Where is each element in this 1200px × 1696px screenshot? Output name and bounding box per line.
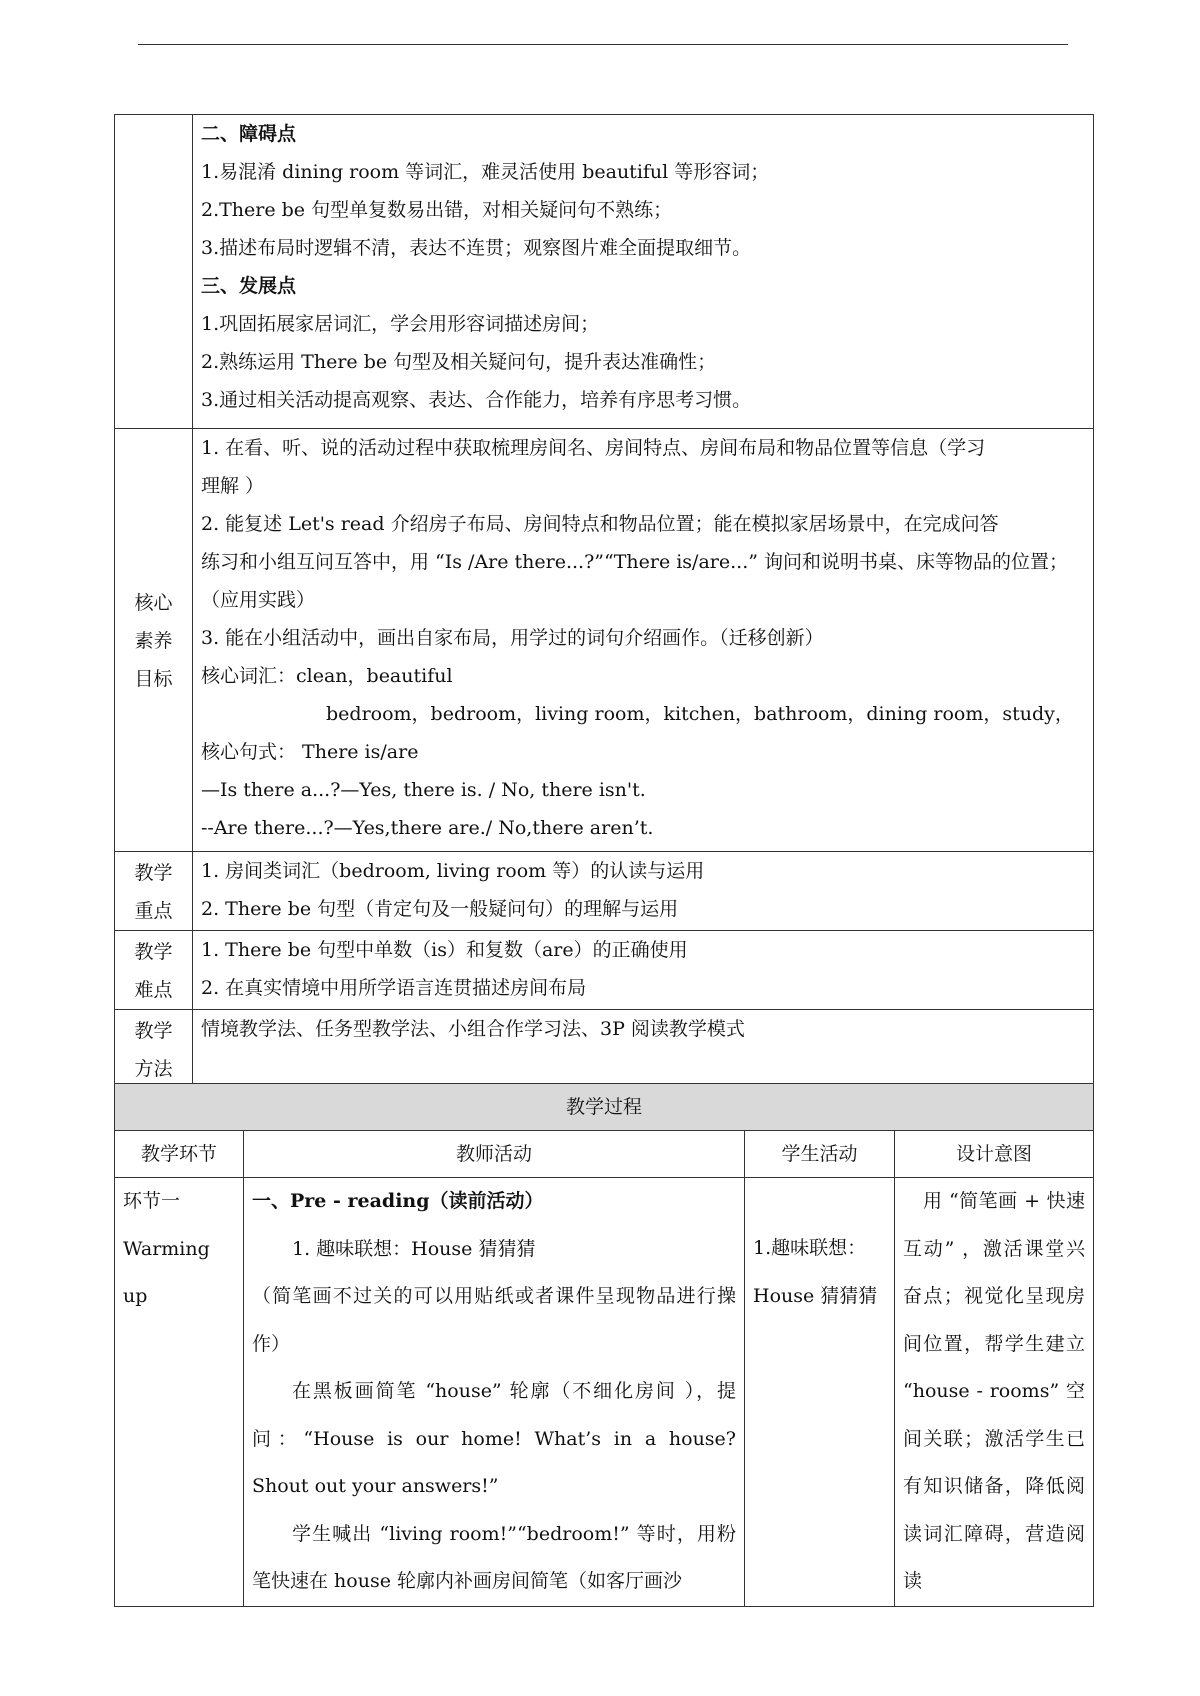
vocab-list: bedroom，bedroom，living room，kitchen，bathroom，dining room，study， xyxy=(326,703,1074,725)
lesson-info-table xyxy=(114,114,1094,1089)
design-intent-cell xyxy=(895,1178,1094,1607)
student-activity-cell xyxy=(745,1178,895,1607)
methods-cell xyxy=(193,1010,1094,1089)
goal-line: 1. 在看、听、说的活动过程中获取梳理房间名、房间特点、房间布局和物品位置等信息（学习 xyxy=(201,437,986,459)
method-line: 情境教学法、任务型教学法、小组合作学习法、3P 阅读教学模式 xyxy=(201,1018,745,1040)
core-goals-label: 核心 素养 目标 xyxy=(115,429,193,852)
goal-line: 理解 ） xyxy=(201,475,265,497)
obstacle-item: 1.易混淆 dining room 等词汇，难灵活使用 beautiful 等形容词； xyxy=(201,161,770,183)
obstacle-item: 3.描述布局时逻辑不清，表达不连贯；观察图片难全面提取细节。 xyxy=(201,237,752,259)
goal-line: （应用实践） xyxy=(201,589,316,611)
process-header-row xyxy=(115,1131,1094,1178)
obstacle-item: 2.There be 句型单复数易出错，对相关疑问句不熟练； xyxy=(201,199,673,221)
header-stage: 教学环节 xyxy=(115,1131,244,1178)
development-item: 3.通过相关活动提高观察、表达、合作能力，培养有序思考习惯。 xyxy=(201,389,752,411)
header-student: 学生活动 xyxy=(745,1131,895,1178)
core-goals-row xyxy=(115,429,1094,852)
stage-line: 环节一 xyxy=(123,1190,181,1212)
key-point-line: 1. 房间类词汇（bedroom, living room 等）的认读与运用 xyxy=(201,860,705,882)
core-sentence-line: 核心句式： There is/are xyxy=(201,741,419,763)
teacher-paragraph: 在黑板画简笔 “house” 轮廓（不细化房间 ），提问：“House is our home! What’s in a house? Shout out your answers!” xyxy=(252,1380,736,1497)
row-label-empty xyxy=(115,115,193,429)
development-item: 1.巩固拓展家居词汇，学会用形容词描述房间； xyxy=(201,313,600,335)
core-sentence-line: —Is there a...?—Yes, there is. / No, there isn't. xyxy=(201,779,646,801)
stage-cell xyxy=(115,1178,244,1607)
student-activity: 1.趣味联想：House 猜猜猜 xyxy=(753,1237,878,1307)
teacher-item: 1. 趣味联想：House 猜猜猜 xyxy=(292,1237,536,1260)
obstacles-cell xyxy=(193,115,1094,429)
header-intent: 设计意图 xyxy=(895,1131,1094,1178)
core-vocab-line: 核心词汇：clean，beautiful xyxy=(201,665,453,687)
development-heading: 三、发展点 xyxy=(201,275,297,297)
key-point-line: 2. There be 句型（肯定句及一般疑问句）的理解与运用 xyxy=(201,898,679,920)
difficulty-line: 2. 在真实情境中用所学语言连贯描述房间布局 xyxy=(201,977,587,999)
goal-line: 练习和小组互问互答中，用 “Is /Are there...?”“There is/are...” 询问和说明书桌、床等物品的位置； xyxy=(201,551,1068,573)
teaching-process-table xyxy=(114,1083,1094,1607)
difficulties-label: 教学 难点 xyxy=(115,931,193,1010)
difficulties-row xyxy=(115,931,1094,1010)
process-title: 教学过程 xyxy=(115,1084,1094,1131)
teacher-activity-cell xyxy=(244,1178,745,1607)
teacher-heading: 一、Pre - reading（读前活动） xyxy=(252,1190,544,1212)
obstacle-heading: 二、障碍点 xyxy=(201,123,297,145)
header-rule xyxy=(138,44,1068,45)
difficulties-cell xyxy=(193,931,1094,1010)
core-sentence-line: --Are there...?—Yes,there are./ No,there aren’t. xyxy=(201,817,654,839)
design-intent: 用 “简笔画 + 快速互动” ，激活课堂兴奋点；视觉化呈现房间位置，帮学生建立 “house - rooms” 空间关联；激活学生已有知识储备，降低阅读词汇障碍，营造阅读 xyxy=(903,1190,1086,1592)
difficulty-line: 1. There be 句型中单数（is）和复数（are）的正确使用 xyxy=(201,939,688,961)
methods-label: 教学 方法 xyxy=(115,1010,193,1089)
key-points-row xyxy=(115,852,1094,931)
teacher-note: （简笔画不过关的可以用贴纸或者课件呈现物品进行操作） xyxy=(252,1285,736,1355)
header-teacher: 教师活动 xyxy=(244,1131,745,1178)
development-item: 2.熟练运用 There be 句型及相关疑问句，提升表达准确性； xyxy=(201,351,717,373)
stage-line: Warming up xyxy=(123,1237,210,1307)
key-points-label: 教学 重点 xyxy=(115,852,193,931)
goal-line: 2. 能复述 Let's read 介绍房子布局、房间特点和物品位置；能在模拟家居场景中，在完成问答 xyxy=(201,513,999,535)
methods-row xyxy=(115,1010,1094,1089)
process-row xyxy=(115,1178,1094,1607)
core-goals-cell xyxy=(193,429,1094,852)
goal-line: 3. 能在小组活动中，画出自家布局，用学过的词句介绍画作。（迁移创新） xyxy=(201,627,824,649)
key-points-cell xyxy=(193,852,1094,931)
teacher-paragraph: 学生喊出 “living room!”“bedroom!” 等时，用粉笔快速在 house 轮廓内补画房间简笔（如客厅画沙 xyxy=(252,1522,736,1592)
obstacles-row xyxy=(115,115,1094,429)
